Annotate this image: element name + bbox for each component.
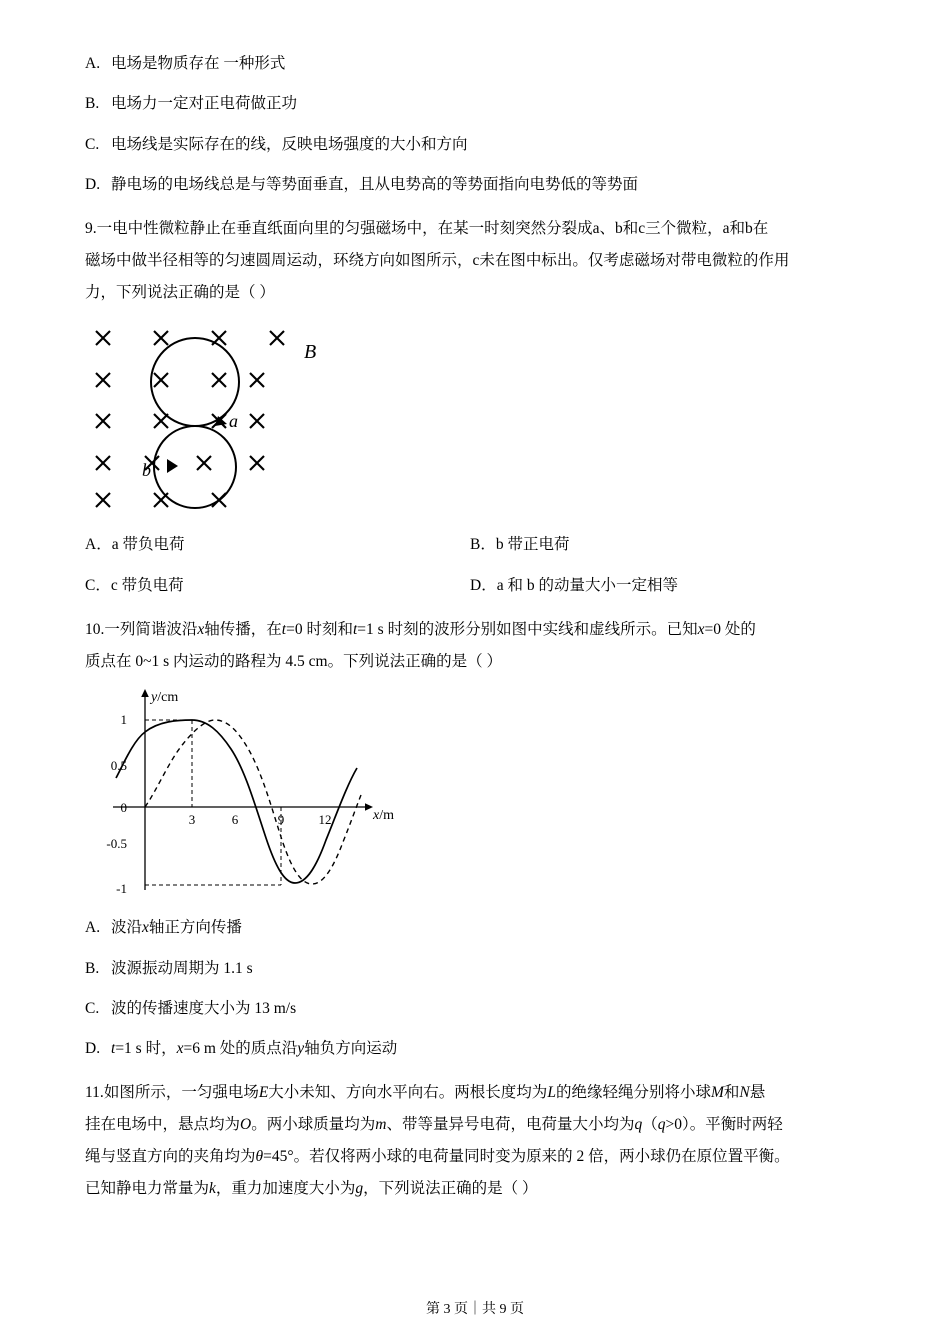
option-label: B. [85,959,100,977]
stem-line-2: 质点在 0~1 s 内运动的路程为 4.5 cm。下列说法正确的是（ ） [85,652,502,670]
option-text-end: 轴负方向运动 [304,1040,398,1058]
xtick-9: 9 [277,812,285,828]
option-label: A． [85,536,112,554]
y-axis-label: y/cm [151,690,179,706]
option-label: D. [85,1040,101,1058]
question-10-stem [85,614,870,678]
option-row [85,1037,870,1060]
stem-part: 悬 [749,1084,766,1102]
wave-dashed [145,720,361,884]
stem-part: 挂在电场中，悬点均为 [85,1116,241,1134]
option-text: 波源振动周期为 1.1 s [111,959,253,977]
ytick-neg05: -0.5 [106,836,127,852]
q8-options [85,52,870,196]
option-text-post: 轴正方向传播 [148,919,242,937]
option-label: C. [85,999,100,1017]
page-footer: 第 3 页｜共 9 页 [426,1302,524,1317]
option-text: a 带负电荷 [111,536,185,554]
option-row [85,92,870,115]
var-N: N [739,1084,750,1102]
question-number: 10. [85,620,105,638]
stem-part: 的绝缘轻绳分别将小球 [555,1084,711,1102]
stem-part: =0 处的 [704,620,756,638]
var-E: E [258,1084,269,1102]
ytick-neg1: -1 [116,881,127,897]
option-label: D． [470,576,497,594]
wave-solid [116,720,357,883]
var-x: x [697,620,705,638]
stem-part: =1 s 时刻的波形分别如图中实线和虚线所示。已知 [357,620,698,638]
option-row [85,133,870,156]
question-9-stem [85,213,870,308]
q9-options-row-2 [85,574,870,597]
magnetic-field-svg [85,320,395,525]
option-label: C. [85,135,100,153]
stem-part: 轴传播，在 [204,620,282,638]
option-text: a 和 b 的动量大小一定相等 [496,576,678,594]
stem-part: =45°。若仅将两小球的电荷量同时变为原来的 2 倍，两小球仍在原位置平衡。 [263,1147,790,1165]
option-text: 电场是物质存在 一种形式 [111,55,286,72]
option-c [85,574,470,597]
var-t: t [352,620,358,638]
xtick-6: 6 [231,812,239,828]
stem-part: 如图所示，一匀强电场 [103,1084,259,1102]
ytick-1: 1 [120,712,127,728]
question-number: 11. [85,1084,104,1102]
option-label: A. [85,919,101,937]
option-a [85,533,470,556]
var-x: x [176,1040,184,1058]
xtick-12: 12 [318,812,332,828]
option-label: A. [85,55,101,72]
magnetic-field-figure [85,320,870,525]
stem-part: >0）。平衡时两轻 [665,1116,783,1134]
option-label: B. [85,95,100,113]
question-number: 9. [85,220,97,237]
xtick-3: 3 [188,812,196,828]
ytick-0: 0 [120,800,127,816]
var-L: L [547,1084,556,1102]
ytick-05: 0.5 [110,758,127,774]
q10-options [85,916,870,1060]
var-m: m [375,1116,387,1134]
option-b [470,533,569,556]
label-B: B [304,341,317,364]
var-t: t [281,620,287,638]
var-theta: θ [255,1147,264,1165]
stem-part: =0 时刻和 [286,620,353,638]
label-b: b [142,460,151,481]
var-O: O [240,1116,252,1134]
option-row [85,52,870,75]
var-k: k [209,1179,216,1197]
stem-part: 已知静电力常量为 [85,1179,210,1197]
option-text-mid: =6 m 处的质点沿 [183,1040,298,1058]
option-text-pre: 波沿 [111,919,143,937]
waveform-chart-svg [85,685,505,910]
var-q: q [634,1116,643,1134]
var-t: t [111,1040,116,1058]
var-x: x [142,919,149,937]
stem-part: （ [642,1116,658,1134]
stem-line-2: 磁场中做半径相等的匀速圆周运动，环绕方向如图所示，c未在图中标出。仅考虑磁场对带电微粒的作用 [85,251,790,269]
question-11-stem [85,1077,870,1204]
q9-options-row-1 [85,533,870,556]
option-row [85,173,870,196]
option-text: 波的传播速度大小为 13 m/s [111,999,297,1017]
option-row [85,997,870,1020]
stem-part: ，下列说法正确的是（ ） [363,1179,538,1197]
option-text: 电场力一定对正电荷做正功 [111,95,298,113]
stem-part: 绳与竖直方向的夹角均为 [85,1147,256,1165]
stem-line-1: 一电中性微粒静止在垂直纸面向里的匀强磁场中，在某一时刻突然分裂成a、b和c三个微粒，a和b在 [96,220,769,237]
option-label: B． [470,536,496,554]
var-M: M [710,1084,724,1102]
option-text: c 带负电荷 [110,576,184,594]
stem-part: 一列简谐波沿 [104,620,198,638]
option-text: 静电场的电场线总是与等势面垂直，且从电势高的等势面指向电势低的等势面 [111,175,639,193]
option-text: b 带正电荷 [495,536,570,554]
var-q: q [657,1116,666,1134]
var-g: g [355,1179,364,1197]
x-axis-label: x/m [373,808,394,824]
stem-part: 和 [723,1084,740,1102]
stem-part: 大小未知、方向水平向右。两根长度均为 [268,1084,548,1102]
stem-line-3: 力，下列说法正确的是（ ） [85,283,275,301]
option-label: C． [85,576,111,594]
var-x: x [197,620,205,638]
stem-part: 、带等量异号电荷，电荷量大小均为 [386,1116,635,1134]
var-y: y [297,1040,305,1058]
option-row [85,916,870,939]
option-label: D. [85,175,101,193]
option-text-post: =1 s 时， [115,1040,177,1058]
label-a: a [229,411,238,432]
waveform-chart-figure [85,685,870,910]
option-d [470,574,678,597]
stem-part: ，重力加速度大小为 [215,1179,356,1197]
option-text: 电场线是实际存在的线，反映电场强度的大小和方向 [111,135,468,153]
stem-part: 。两小球质量均为 [251,1116,376,1134]
option-row [85,957,870,980]
